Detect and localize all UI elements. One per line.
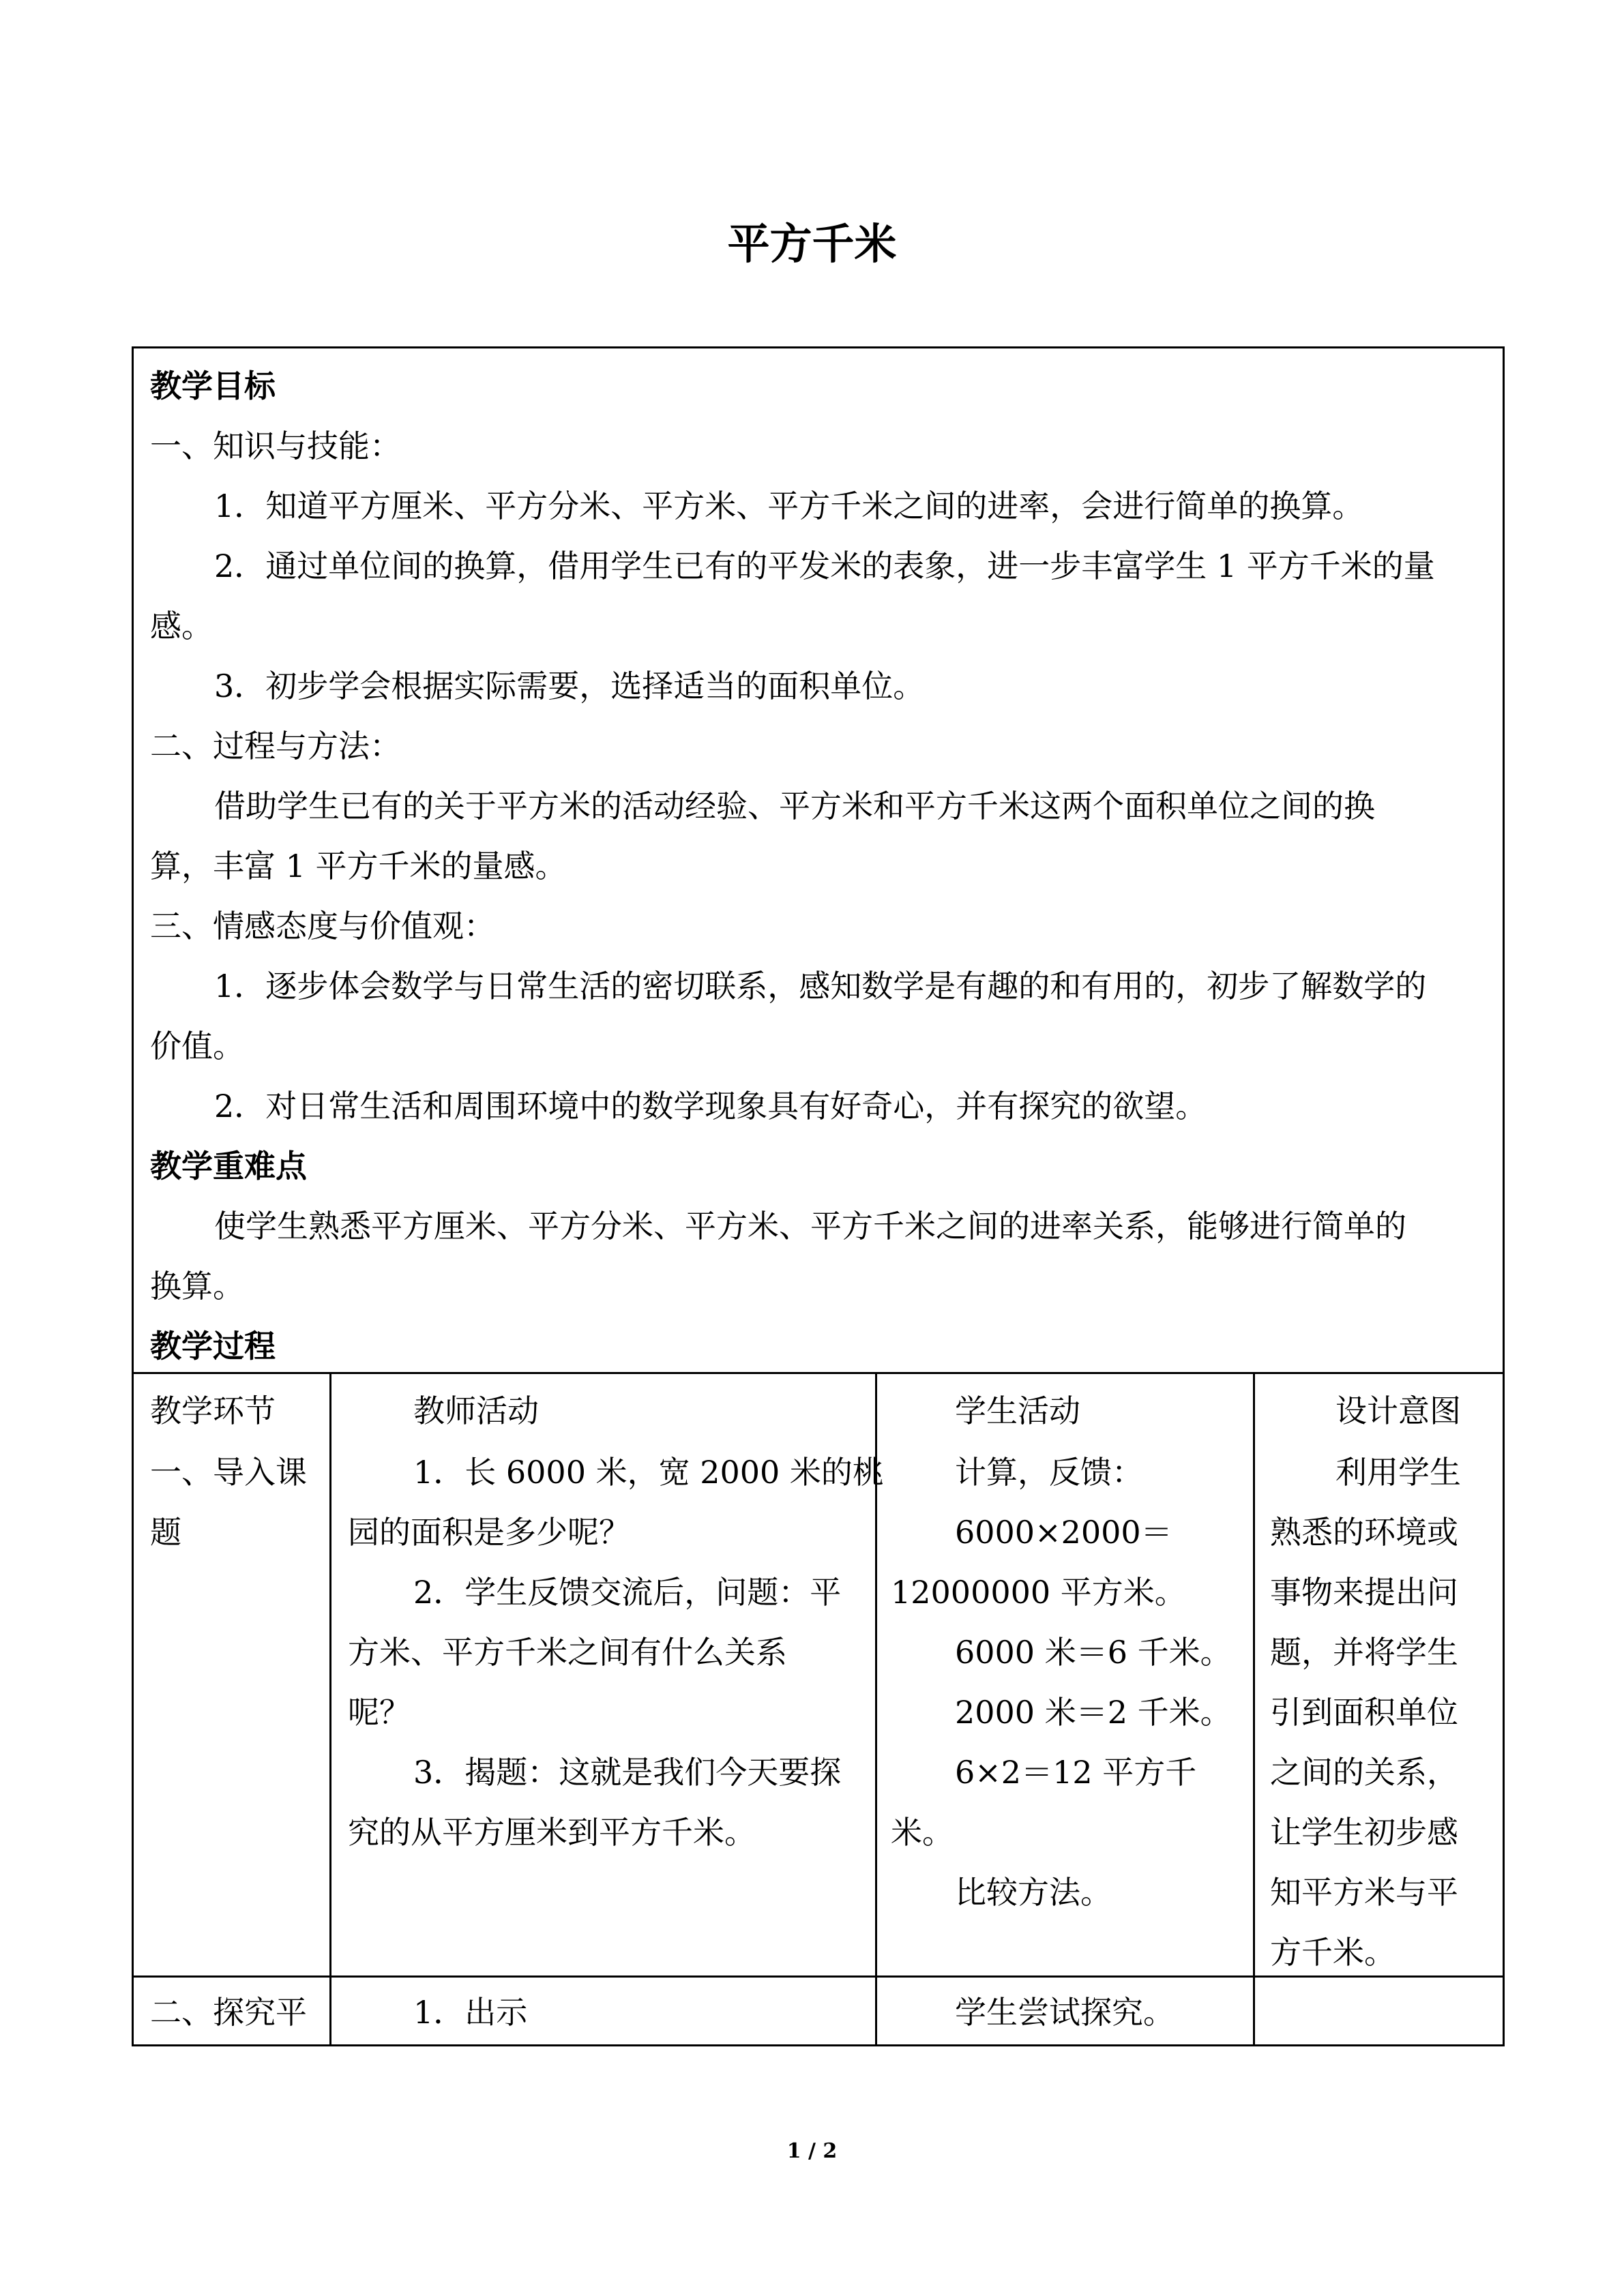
- row2-teacher: 1．出示: [413, 1994, 528, 2031]
- key-points-heading: 教学重难点: [150, 1148, 307, 1184]
- column-header-intent: 设计意图: [1335, 1392, 1461, 1429]
- row1-stage-line-1: 一、导入课: [150, 1454, 307, 1491]
- key-points-line-2: 换算。: [150, 1268, 244, 1304]
- row1-teacher-line-2: 园的面积是多少呢？: [348, 1514, 630, 1551]
- row1-intent-line-6: 之间的关系，: [1270, 1754, 1458, 1791]
- objectives-item-5-line-1: 1．逐步体会数学与日常生活的密切联系，感知数学是有趣的和有用的，初步了解数学的: [214, 968, 1427, 1004]
- column-divider-3: [1253, 1372, 1255, 2044]
- row1-intent-line-1: 利用学生: [1335, 1454, 1461, 1491]
- objectives-section-3: 三、情感态度与价值观：: [150, 908, 495, 944]
- row1-teacher-line-6: 3．揭题：这就是我们今天要探: [413, 1754, 842, 1791]
- row1-student-line-7: 米。: [891, 1814, 954, 1851]
- row1-teacher-line-3: 2．学生反馈交流后，问题：平: [413, 1574, 842, 1611]
- column-divider-1: [329, 1372, 331, 2044]
- row1-intent-line-2: 熟悉的环境或: [1270, 1514, 1458, 1551]
- objectives-item-4-line-2: 算，丰富 1 平方千米的量感。: [150, 848, 567, 884]
- page-title: 平方千米: [727, 219, 897, 269]
- row1-student-line-2: 6000×2000＝: [955, 1514, 1172, 1551]
- row1-teacher-line-7: 究的从平方厘米到平方千米。: [348, 1814, 756, 1851]
- process-heading: 教学过程: [150, 1328, 276, 1365]
- row1-teacher-line-5: 呢？: [348, 1694, 411, 1731]
- row1-student-line-1: 计算，反馈：: [955, 1454, 1143, 1491]
- row1-intent-line-4: 题，并将学生: [1270, 1634, 1458, 1671]
- row1-teacher-line-1: 1．长 6000 米，宽 2000 米的桃: [413, 1454, 884, 1491]
- row1-student-line-6: 6×2＝12 平方千: [955, 1754, 1197, 1791]
- column-header-teacher: 教师活动: [413, 1392, 539, 1429]
- column-header-stage: 教学环节: [150, 1392, 276, 1429]
- page-indicator: 1 / 2: [786, 2139, 838, 2163]
- row2-stage: 二、探究平: [150, 1994, 307, 2031]
- objectives-item-4-line-1: 借助学生已有的关于平方米的活动经验、平方米和平方千米这两个面积单位之间的换: [214, 788, 1375, 824]
- row1-intent-line-7: 让学生初步感: [1270, 1814, 1458, 1851]
- row1-teacher-line-4: 方米、平方千米之间有什么关系: [348, 1634, 787, 1671]
- objectives-section-2: 二、过程与方法：: [150, 728, 401, 764]
- key-points-line-1: 使学生熟悉平方厘米、平方分米、平方米、平方千米之间的进率关系，能够进行简单的: [214, 1208, 1406, 1244]
- objectives-section-1: 一、知识与技能：: [150, 428, 401, 464]
- row1-student-line-5: 2000 米＝2 千米。: [955, 1694, 1232, 1731]
- process-row-divider: [132, 1976, 1505, 1978]
- row1-student-line-3: 12000000 平方米。: [891, 1574, 1186, 1611]
- objectives-item-1: 1．知道平方厘米、平方分米、平方米、平方千米之间的进率，会进行简单的换算。: [214, 488, 1364, 524]
- row2-student: 学生尝试探究。: [955, 1994, 1175, 2031]
- objectives-item-2-line-1: 2．通过单位间的换算，借用学生已有的平发米的表象，进一步丰富学生 1 平方千米的量: [214, 548, 1435, 584]
- process-table-top-rule: [132, 1372, 1505, 1374]
- row1-intent-line-9: 方千米。: [1270, 1934, 1396, 1971]
- objectives-heading: 教学目标: [150, 368, 276, 404]
- row1-intent-line-3: 事物来提出问: [1270, 1574, 1458, 1611]
- row1-intent-line-5: 引到面积单位: [1270, 1694, 1458, 1731]
- row1-stage-line-2: 题: [150, 1514, 181, 1551]
- row1-student-line-4: 6000 米＝6 千米。: [955, 1634, 1232, 1671]
- objectives-item-6: 2．对日常生活和周围环境中的数学现象具有好奇心，并有探究的欲望。: [214, 1088, 1207, 1124]
- objectives-item-5-line-2: 价值。: [150, 1028, 244, 1064]
- row1-student-line-8: 比较方法。: [955, 1874, 1112, 1911]
- objectives-item-3: 3．初步学会根据实际需要，选择适当的面积单位。: [214, 668, 925, 704]
- objectives-item-2-line-2: 感。: [150, 608, 213, 644]
- row1-intent-line-8: 知平方米与平: [1270, 1874, 1458, 1911]
- column-header-student: 学生活动: [955, 1392, 1080, 1429]
